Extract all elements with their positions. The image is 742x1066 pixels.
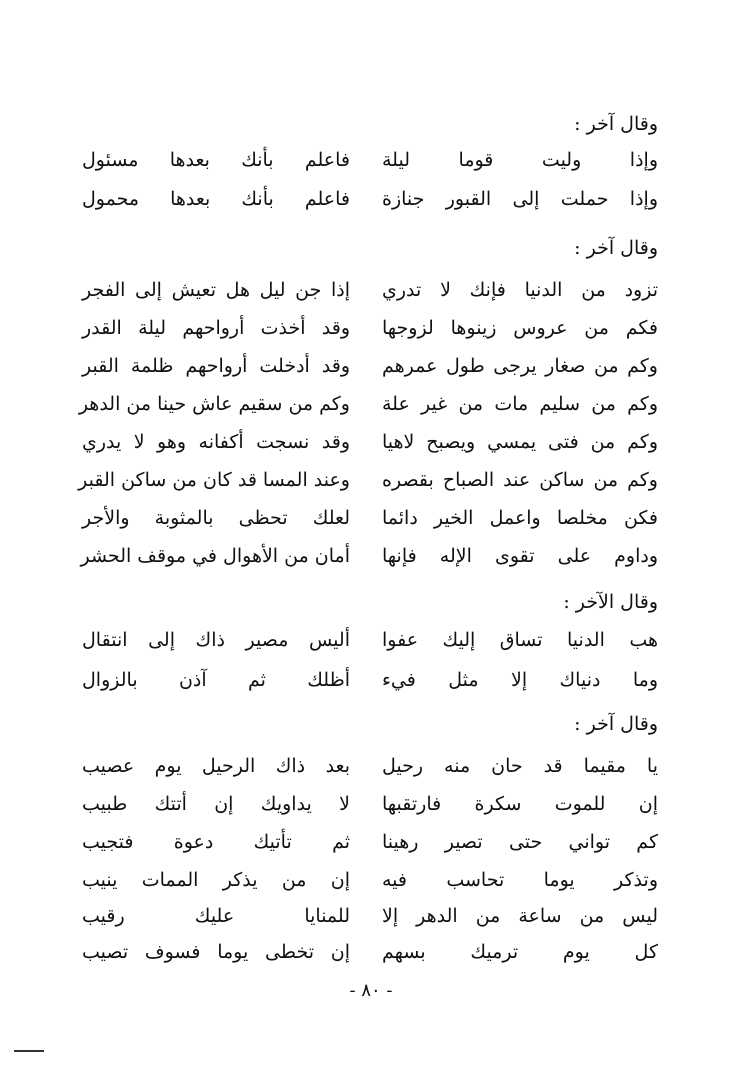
- first-hemistich: كل يوم ترميك بسهم: [382, 941, 658, 963]
- verse-line: [0, 896, 742, 936]
- first-hemistich: هب الدنيا تساق إليك عفوا: [382, 629, 658, 651]
- second-hemistich: بعد ذاك الرحيل يوم عصيب: [82, 755, 350, 777]
- second-hemistich: أظلك ثم آذن بالزوال: [82, 669, 350, 691]
- second-hemistich: إن تخطى يوما فسوف تصيب: [82, 941, 350, 963]
- first-hemistich: وداوم على تقوى الإله فإنها: [382, 545, 658, 567]
- first-hemistich: وتذكر يوما تحاسب فيه: [382, 869, 658, 891]
- verse-line: [0, 308, 742, 348]
- verse-line: [0, 346, 742, 386]
- second-hemistich: أليس مصير ذاك إلى انتقال: [82, 629, 350, 651]
- second-hemistich: لعلك تحظى بالمثوبة والأجر: [82, 507, 350, 529]
- first-hemistich: إن للموت سكرة فارتقبها: [382, 793, 658, 815]
- first-hemistich: وكم من فتى يمسي ويصبح لاهيا: [382, 431, 658, 453]
- first-hemistich: كم تواني حتى تصير رهينا: [382, 831, 658, 853]
- page-number: - ٨٠ -: [349, 980, 393, 1001]
- poem-heading: وقال آخر :: [574, 113, 658, 135]
- second-hemistich: وقد أدخلت أرواحهم ظلمة القبر: [82, 355, 350, 377]
- poem-heading: وقال آخر :: [574, 713, 658, 735]
- second-hemistich: وعند المسا قد كان من ساكن القبر: [78, 469, 350, 491]
- second-hemistich: ثم تأتيك دعوة فتجيب: [82, 831, 350, 853]
- second-hemistich: أمان من الأهوال في موقف الحشر: [80, 545, 350, 567]
- second-hemistich: وكم من سقيم عاش حينا من الدهر: [78, 393, 350, 415]
- first-hemistich: وكم من ساكن عند الصباح بقصره: [382, 469, 658, 491]
- first-hemistich: وإذا وليت قوما ليلة: [382, 149, 658, 171]
- scan-mark: [14, 1050, 44, 1052]
- first-hemistich: يا مقيما قد حان منه رحيل: [382, 755, 658, 777]
- verse-line: [0, 498, 742, 538]
- second-hemistich: وقد نسجت أكفانه وهو لا يدري: [82, 431, 350, 453]
- verse-line: [0, 460, 742, 500]
- verse-line: [0, 270, 742, 310]
- verse-line: [0, 660, 742, 700]
- first-hemistich: تزود من الدنيا فإنك لا تدري: [382, 279, 658, 301]
- first-hemistich: وكم من صغار يرجى طول عمرهم: [382, 355, 658, 377]
- first-hemistich: وكم من سليم مات من غير علة: [382, 393, 658, 415]
- second-hemistich: إذا جن ليل هل تعيش إلى الفجر: [82, 279, 350, 301]
- first-hemistich: وإذا حملت إلى القبور جنازة: [382, 188, 658, 210]
- verse-line: [0, 179, 742, 219]
- first-hemistich: ليس من ساعة من الدهر إلا: [382, 905, 658, 927]
- verse-line: [0, 620, 742, 660]
- first-hemistich: وما دنياك إلا مثل فيء: [382, 669, 658, 691]
- verse-line: [0, 860, 742, 900]
- first-hemistich: فكن مخلصا واعمل الخير دائما: [382, 507, 658, 529]
- verse-line: [0, 384, 742, 424]
- verse-line: [0, 822, 742, 862]
- verse-line: [0, 536, 742, 576]
- second-hemistich: وقد أخذت أرواحهم ليلة القدر: [82, 317, 350, 339]
- verse-line: [0, 784, 742, 824]
- second-hemistich: لا يداويك إن أتتك طبيب: [82, 793, 350, 815]
- poem-heading: وقال الآخر :: [563, 591, 658, 613]
- second-hemistich: فاعلم بأنك بعدها محمول: [82, 188, 350, 210]
- second-hemistich: للمنايا عليك رقيب: [82, 905, 350, 927]
- verse-line: [0, 932, 742, 972]
- verse-line: [0, 422, 742, 462]
- first-hemistich: فكم من عروس زينوها لزوجها: [382, 317, 658, 339]
- poem-heading: وقال آخر :: [574, 237, 658, 259]
- second-hemistich: فاعلم بأنك بعدها مسئول: [82, 149, 350, 171]
- verse-line: [0, 746, 742, 786]
- second-hemistich: إن من يذكر الممات ينيب: [82, 869, 350, 891]
- verse-line: [0, 140, 742, 180]
